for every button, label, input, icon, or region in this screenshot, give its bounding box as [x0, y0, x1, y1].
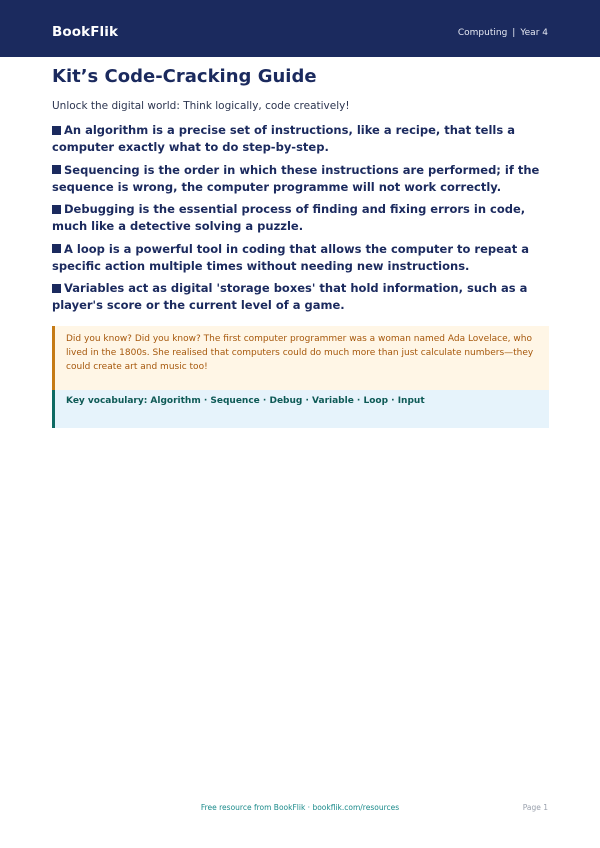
list-item	[52, 201, 552, 235]
year-label: Year 4	[520, 28, 548, 38]
subject-label: Computing	[457, 28, 508, 38]
square-bullet-icon	[52, 284, 61, 293]
square-bullet-icon	[52, 205, 61, 214]
square-bullet-icon	[52, 165, 61, 174]
page-subtitle: Unlock the digital world: Think logically, code creatively!	[52, 100, 350, 112]
footer-link[interactable]: Free resource from BookFlik · bookflik.com/resources	[200, 803, 400, 812]
page-number: Page 1	[522, 803, 548, 812]
page-title: Kit’s Code-Cracking Guide	[52, 66, 317, 87]
list-item	[52, 241, 552, 275]
vocabulary-box	[52, 390, 549, 428]
bullet-text: A loop is a powerful tool in coding that allows the computer to repeat a specific action multiple times without needing new instructions.	[52, 241, 529, 273]
bullet-text: An algorithm is a precise set of instructions, like a recipe, that tells a computer exactly what to do step-by-step.	[52, 123, 515, 154]
square-bullet-icon	[52, 244, 61, 253]
square-bullet-icon	[52, 126, 61, 135]
did-you-know-callout	[52, 326, 549, 390]
breadcrumb-separator: |	[512, 28, 516, 38]
callout-text: Did you know? Did you know? The first computer programmer was a woman named Ada Lovelace, who lived in the 1800s. She realised that computers could do much more than just calculate numbers—they could create art and music too!	[66, 334, 534, 372]
list-item	[52, 280, 552, 314]
bullet-list	[52, 122, 552, 320]
bullet-text: Variables act as digital 'storage boxes' that hold information, such as a player's score or the current level of a game.	[52, 281, 528, 312]
list-item	[52, 122, 552, 156]
header-breadcrumb	[458, 28, 548, 38]
bullet-text: Debugging is the essential process of finding and fixing errors in code, much like a detective solving a puzzle.	[52, 202, 526, 233]
header-bar	[0, 0, 600, 57]
bullet-text: Sequencing is the order in which these instructions are performed; if the sequence is wrong, the computer programme will not work correctly.	[52, 162, 540, 194]
brand-logo[interactable]: BookFlik	[52, 24, 119, 40]
vocabulary-text: Key vocabulary: Algorithm · Sequence · Debug · Variable · Loop · Input	[66, 396, 425, 406]
list-item	[52, 162, 552, 196]
